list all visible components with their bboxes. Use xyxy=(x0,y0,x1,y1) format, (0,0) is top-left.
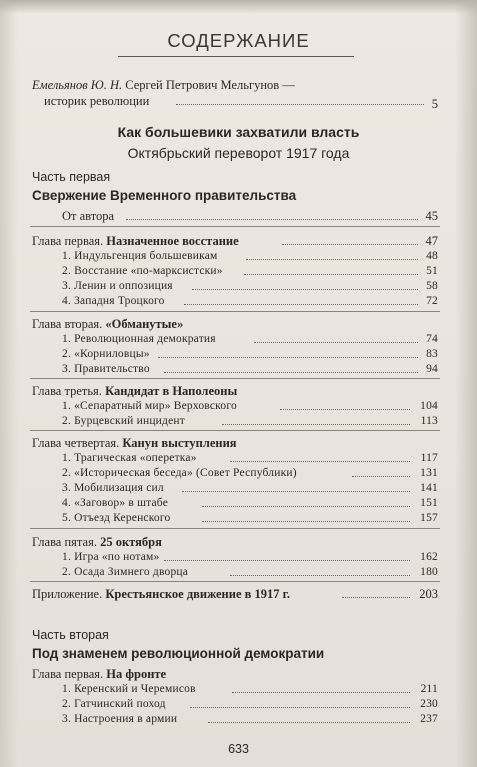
chapter-page: 47 xyxy=(425,234,438,248)
item-page: 157 xyxy=(420,512,438,524)
chapter-title: Назначенное восстание xyxy=(106,234,239,248)
item-page: 113 xyxy=(420,415,438,427)
separator xyxy=(30,581,440,582)
chapter-title: На фронте xyxy=(106,667,167,681)
page-shadow-left xyxy=(0,0,18,767)
chapter-prefix: Глава пятая. xyxy=(32,535,97,549)
item-title: 2. «Историческая беседа» (Совет Республики) xyxy=(62,467,297,479)
dot-leader xyxy=(176,104,424,105)
dot-leader xyxy=(230,461,410,462)
item-page: 48 xyxy=(426,250,438,262)
item-title: 3. Ленин и оппозиция xyxy=(62,280,173,292)
item-page: 211 xyxy=(420,683,438,695)
item-title: 1. Игра «по нотам» xyxy=(62,551,160,563)
separator xyxy=(30,528,440,529)
dot-leader xyxy=(342,597,410,598)
item-title: 2. Гатчинский поход xyxy=(62,698,166,710)
chapter-title: 25 октября xyxy=(100,535,162,549)
dot-leader xyxy=(282,244,418,245)
item-page: 104 xyxy=(420,400,438,412)
item-page: 58 xyxy=(426,280,438,292)
contents-heading: СОДЕРЖАНИЕ xyxy=(167,30,310,51)
dot-leader xyxy=(184,304,418,305)
item-page: 237 xyxy=(420,713,438,725)
part2-title: Под знаменем революционной демократии xyxy=(32,646,325,661)
separator xyxy=(30,378,440,379)
dot-leader xyxy=(352,476,410,477)
item-title: 2. Восстание «по-марксистски» xyxy=(62,265,223,277)
item-title: 1. Индульгенция большевикам xyxy=(62,250,218,262)
part1-title: Свержение Временного правительства xyxy=(32,188,297,203)
separator xyxy=(30,430,440,431)
item-title: 5. Отъезд Керенского xyxy=(62,512,171,524)
item-page: 72 xyxy=(426,295,438,307)
dot-leader xyxy=(232,692,410,693)
chapter-prefix: Глава вторая. xyxy=(32,317,103,331)
intro-text-line2: историк революции xyxy=(44,94,150,108)
separator xyxy=(30,311,440,312)
item-title: 1. «Сепаратный мир» Верховского xyxy=(62,400,237,412)
item-title: 3. Правительство xyxy=(62,363,150,375)
dot-leader xyxy=(192,289,418,290)
chapter-prefix: Глава третья. xyxy=(32,384,102,398)
dot-leader xyxy=(246,259,418,260)
chapter-prefix: Глава первая. xyxy=(32,234,104,248)
dot-leader xyxy=(202,506,410,507)
item-title: 3. Настроения в армии xyxy=(62,713,178,725)
part2-label: Часть вторая xyxy=(32,628,109,642)
dot-leader xyxy=(126,219,418,220)
book-title: Как большевики захватили власть xyxy=(117,124,360,140)
item-page: 230 xyxy=(420,698,438,710)
item-page: 162 xyxy=(420,551,438,563)
dot-leader xyxy=(222,424,410,425)
item-title: 4. «Заговор» в штабе xyxy=(62,497,169,509)
item-title: 3. Мобилизация сил xyxy=(62,482,164,494)
part1-label: Часть первая xyxy=(32,170,111,184)
dot-leader xyxy=(164,372,418,373)
item-page: 151 xyxy=(420,497,438,509)
item-page: 51 xyxy=(426,265,438,277)
entry-title: От автора xyxy=(62,209,115,223)
page-shadow-top xyxy=(0,0,477,14)
item-title: 2. «Корниловцы» xyxy=(62,348,150,360)
page-shadow-right xyxy=(455,0,477,767)
chapter-title: Кандидат в Наполеоны xyxy=(105,384,238,398)
chapter-title: Канун выступления xyxy=(122,436,237,450)
chapter-title: «Обманутые» xyxy=(105,317,184,331)
item-title: 1. Трагическая «оперетка» xyxy=(62,452,197,464)
appendix-page: 203 xyxy=(419,587,438,601)
item-title: 2. Осада Зимнего дворца xyxy=(62,566,189,578)
dot-leader xyxy=(280,409,410,410)
dot-leader xyxy=(244,274,418,275)
dot-leader xyxy=(158,357,418,358)
entry-page: 45 xyxy=(425,209,438,223)
item-page: 131 xyxy=(420,467,438,479)
dot-leader xyxy=(230,575,410,576)
item-page: 74 xyxy=(426,333,438,345)
dot-leader xyxy=(182,491,410,492)
dot-leader xyxy=(202,521,410,522)
dot-leader xyxy=(208,722,410,723)
intro-author: Емельянов Ю. Н. xyxy=(32,78,123,92)
book-subtitle: Октябрьский переворот 1917 года xyxy=(127,145,350,161)
intro-page: 5 xyxy=(431,97,438,111)
item-page: 180 xyxy=(420,566,438,578)
chapter-prefix: Глава четвертая. xyxy=(32,436,120,450)
dot-leader xyxy=(190,707,410,708)
chapter-prefix: Глава первая. xyxy=(32,667,104,681)
separator xyxy=(30,226,440,227)
item-title: 1. Революционная демократия xyxy=(62,333,216,345)
appendix-prefix: Приложение. xyxy=(32,587,103,601)
appendix-title: Крестьянское движение в 1917 г. xyxy=(105,587,291,601)
item-title: 4. Западня Троцкого xyxy=(62,295,165,307)
item-page: 117 xyxy=(420,452,438,464)
item-page: 141 xyxy=(420,482,438,494)
item-page: 83 xyxy=(426,348,438,360)
item-title: 1. Керенский и Черемисов xyxy=(62,683,196,695)
intro-text-line1: Сергей Петрович Мельгунов — xyxy=(122,78,295,92)
heading-rule xyxy=(118,56,354,57)
item-page: 94 xyxy=(426,363,438,375)
page-number: 633 xyxy=(228,742,249,756)
item-title: 2. Бурцевский инцидент xyxy=(62,415,185,427)
dot-leader xyxy=(164,560,410,561)
dot-leader xyxy=(254,342,418,343)
